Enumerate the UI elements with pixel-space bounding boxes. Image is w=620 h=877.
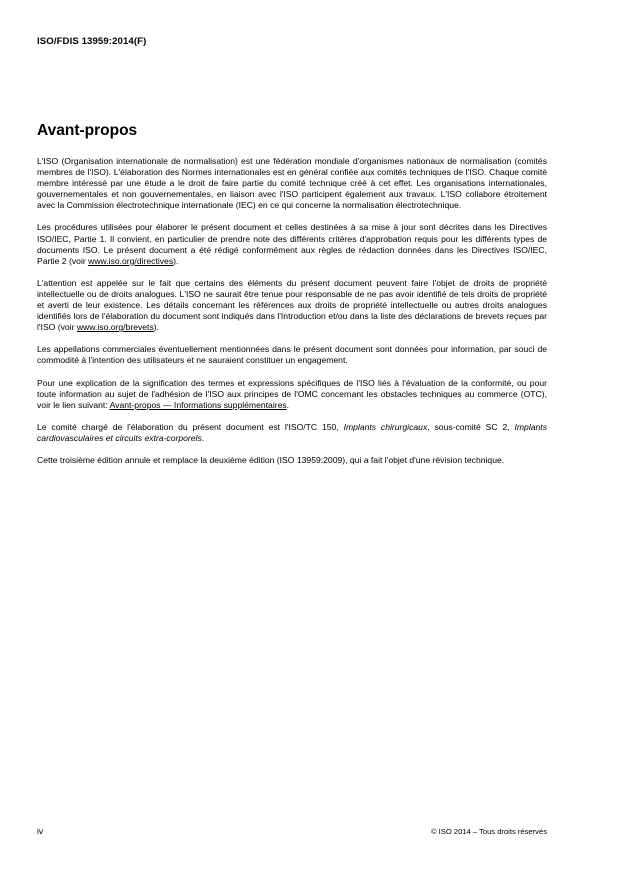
committee-text-c: , sous-comité SC 2, — [427, 421, 515, 432]
paragraph-procedures — [37, 222, 547, 266]
page-number: iv — [37, 826, 44, 836]
paragraph-procedures-text: Les procédures utilisées pour élaborer le présent document et celles destinées à sa mise à jour sont décrites dans les Directives ISO/IEC, Partie 1. Il convient, en particulier de prendre note des différents critères d'approbation requis pour les différents types de documents ISO. Le présent document a été rédigé conformément aux règles de rédaction données dans les Directives ISO/IEC, Partie 2 (voir — [37, 222, 547, 266]
paragraph-conformity — [37, 378, 547, 411]
paragraph-iso-intro: L'ISO (Organisation internationale de normalisation) est une fédération mondiale d'organismes nationaux de normalisation (comités membres de l'ISO). L'élaboration des Normes internationales est en général confiée aux comités techniques de l'ISO. Chaque comité membre intéressé par une étude a le droit de faire partie du comité technique créé à cet effet. Les organisations internationales, gouvernementales et non gouvernementales, en liaison avec l'ISO participent également aux travaux. L'ISO collabore étroitement avec la Commission électrotechnique internationale (IEC) en ce qui concerne la normalisation électrotechnique. — [37, 156, 547, 211]
paragraph-committee — [37, 422, 547, 444]
patents-link[interactable]: www.iso.org/brevets — [76, 322, 154, 333]
supplementary-info-link[interactable]: Avant-propos — Informations supplémentaires — [109, 399, 287, 410]
paragraph-patents-end: ). — [153, 322, 159, 333]
committee-sc-title: Implants cardiovasculaires et circuits extra-corporels — [37, 421, 547, 443]
paragraph-procedures-end: ). — [173, 255, 179, 266]
directives-link[interactable]: www.iso.org/directives — [88, 255, 174, 266]
committee-text-e: . — [201, 432, 205, 443]
paragraph-patents-text: L'attention est appelée sur le fait que certains des éléments du présent document peuvent faire l'objet de droits de propriété intellectuelle ou de droits analogues. L'ISO ne saurait être tenue pour responsable de ne pas avoir identifié de tels droits de propriété et averti de leur existence. Les détails concernant les références aux droits de propriété intellectuelle ou autres droits analogues identifiés lors de l'élaboration du document sont indiqués dans l'Introduction et/ou dans la liste des déclarations de brevets reçues par l'ISO (voir — [37, 277, 547, 333]
document-id-header: ISO/FDIS 13959:2014(F) — [37, 36, 147, 47]
foreword-body — [37, 156, 547, 477]
paragraph-conformity-end: . — [286, 399, 290, 410]
paragraph-edition: Cette troisième édition annule et remplace la deuxième édition (ISO 13959:2009), qui a fait l'objet d'une révision technique. — [37, 454, 505, 465]
paragraph-conformity-text: Pour une explication de la signification des termes et expressions spécifiques de l'ISO liés à l'évaluation de la conformité, ou pour toute information au sujet de l'adhésion de l'ISO aux principes de l'OMC concernant les obstacles techniques au commerce (OTC), voir le lien suivant: — [37, 377, 547, 410]
page-title: Avant-propos — [37, 122, 138, 139]
copyright-notice: © ISO 2014 – Tous droits réservés — [430, 827, 547, 836]
paragraph-trade-names: Les appellations commerciales éventuellement mentionnées dans le présent document sont données pour information, par souci de commodité à l'intention des utilisateurs et ne sauraient constituer un engagement. — [37, 344, 547, 366]
paragraph-patents — [37, 278, 547, 333]
committee-tc-title: Implants chirurgicaux — [343, 421, 428, 432]
committee-text-a: Le comité chargé de l'élaboration du présent document est l'ISO/TC 150, — [37, 421, 344, 432]
